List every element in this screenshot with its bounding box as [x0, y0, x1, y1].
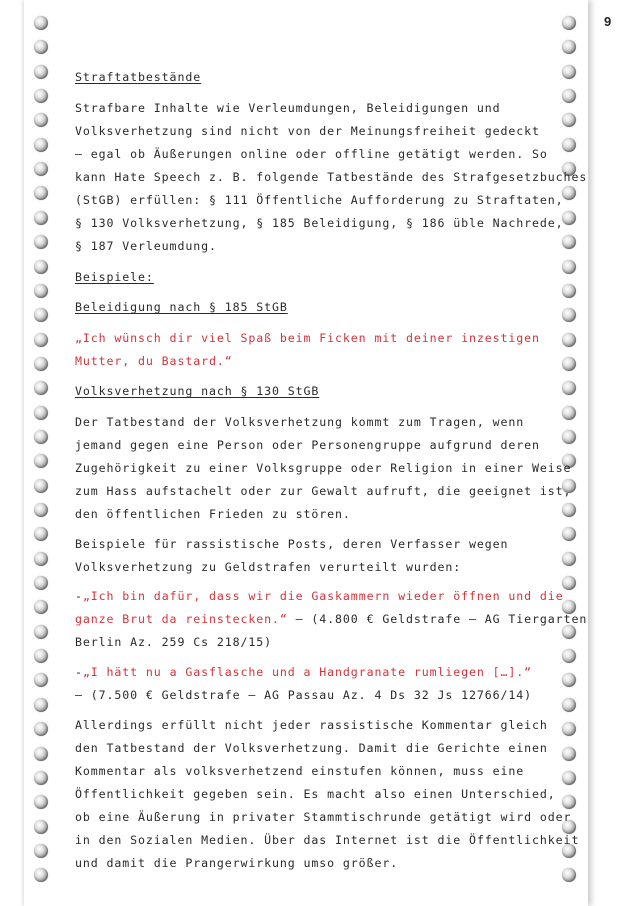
binding-hole	[34, 406, 48, 420]
conclusion-line: in den Sozialen Medien. Über das Internet ist die Öffentlichkeit	[75, 833, 580, 847]
page-number: 9	[604, 14, 612, 29]
definition-line: jemand gegen eine Person oder Personengruppe aufgrund deren	[75, 438, 540, 452]
binding-hole	[562, 552, 576, 566]
conclusion-line: den Tatbestand der Volksverhetzung. Damit die Gerichte einen	[75, 741, 548, 755]
binding-hole	[562, 113, 576, 127]
binding-hole	[34, 260, 48, 274]
binding-hole	[562, 430, 576, 444]
examples-heading: Beispiele:	[75, 270, 154, 284]
binding-hole	[34, 552, 48, 566]
binding-hole	[562, 747, 576, 761]
example-1-quote: „Ich bin dafür, dass wir die Gaskammern wieder öffnen und die	[82, 589, 564, 603]
binding-hole	[34, 820, 48, 834]
binding-hole	[34, 16, 48, 30]
example-1-quote-end: ganze Brut da reinstecken.“	[75, 612, 288, 626]
left-binding-holes	[34, 0, 50, 906]
binding-hole	[34, 673, 48, 687]
binding-hole	[562, 357, 576, 371]
example-1-reference-end: Berlin Az. 259 Cs 218/15)	[75, 635, 273, 649]
binding-hole	[34, 625, 48, 639]
binding-hole	[562, 211, 576, 225]
conclusion-line: ob eine Äußerung in privater Stammtischrunde getätigt wird oder	[75, 810, 572, 824]
binding-hole	[34, 333, 48, 347]
binding-hole	[562, 576, 576, 590]
binding-hole	[562, 722, 576, 736]
binding-hole	[34, 771, 48, 785]
binding-hole	[34, 722, 48, 736]
example-1-dash: -	[75, 589, 83, 603]
binding-hole	[34, 235, 48, 249]
binding-hole	[34, 308, 48, 322]
binding-hole	[562, 698, 576, 712]
intro-line: – egal ob Äußerungen online oder offline getätigt werden. So	[75, 147, 548, 161]
example-2-reference: – (7.500 € Geldstrafe – AG Passau Az. 4 Ds 32 Js 12766/14)	[75, 688, 533, 702]
example-2-dash: -	[75, 665, 83, 679]
binding-hole	[34, 479, 48, 493]
examples-intro-line: Beispiele für rassistische Posts, deren Verfasser wegen	[75, 537, 509, 551]
binding-hole	[562, 381, 576, 395]
binding-hole	[562, 186, 576, 200]
binding-hole	[562, 260, 576, 274]
binding-hole	[34, 600, 48, 614]
binding-hole	[34, 527, 48, 541]
intro-line: (StGB) erfüllen: § 111 Öffentliche Aufforderung zu Straftaten,	[75, 193, 564, 207]
example-1-line-1	[75, 589, 564, 603]
binding-hole	[562, 868, 576, 882]
binding-hole	[562, 235, 576, 249]
binding-hole	[34, 381, 48, 395]
binding-hole	[34, 454, 48, 468]
binding-hole	[34, 162, 48, 176]
binding-hole	[562, 649, 576, 663]
binding-hole	[562, 40, 576, 54]
binding-hole	[34, 430, 48, 444]
binding-hole	[562, 795, 576, 809]
conclusion-line: Öffentlichkeit gegeben sein. Es macht also einen Unterschied,	[75, 787, 556, 801]
binding-hole	[562, 503, 576, 517]
conclusion-line: Kommentar als volksverhetzend einstufen können, muss eine	[75, 764, 525, 778]
binding-hole	[562, 673, 576, 687]
intro-line: kann Hate Speech z. B. folgende Tatbestände des Strafgesetzbuches	[75, 170, 588, 184]
example-2-quote: „I hätt nu a Gasflasche und a Handgranate rumliegen […].“	[82, 665, 533, 679]
example-1-reference: – (4.800 € Geldstrafe – AG Tiergarten	[287, 612, 588, 626]
binding-hole	[34, 649, 48, 663]
intro-line: Volksverhetzung sind nicht von der Meinungsfreiheit gedeckt	[75, 124, 540, 138]
binding-hole	[562, 527, 576, 541]
intro-line: § 187 Verleumdung.	[75, 239, 217, 253]
binding-hole	[34, 284, 48, 298]
intro-line: Strafbare Inhalte wie Verleumdungen, Beleidigungen und	[75, 101, 501, 115]
binding-hole	[34, 138, 48, 152]
definition-line: Zugehörigkeit zu einer Volksgruppe oder Religion in einer Weise	[75, 461, 572, 475]
example-1-line-2	[75, 612, 587, 626]
definition-line: Der Tatbestand der Volksverhetzung kommt zum Tragen, wenn	[75, 415, 525, 429]
intro-line: § 130 Volksverhetzung, § 185 Beleidigung, § 186 üble Nachrede,	[75, 216, 564, 230]
binding-hole	[34, 868, 48, 882]
binding-hole	[34, 795, 48, 809]
binding-hole	[562, 625, 576, 639]
binding-hole	[562, 771, 576, 785]
definition-line: den öffentlichen Frieden zu stören.	[75, 507, 351, 521]
example-2-line-1	[75, 665, 532, 679]
binding-hole	[34, 698, 48, 712]
right-binding-holes	[562, 0, 578, 906]
binding-hole	[562, 333, 576, 347]
binding-hole	[34, 503, 48, 517]
binding-hole	[562, 284, 576, 298]
incitement-heading: Volksverhetzung nach § 130 StGB	[75, 384, 320, 398]
binding-hole	[562, 16, 576, 30]
binding-hole	[562, 406, 576, 420]
binding-hole	[34, 113, 48, 127]
binding-hole	[562, 138, 576, 152]
binding-hole	[34, 357, 48, 371]
section-heading: Straftatbestände	[75, 70, 202, 84]
binding-hole	[562, 65, 576, 79]
binding-hole	[34, 89, 48, 103]
conclusion-line: Allerdings erfüllt nicht jeder rassistische Kommentar gleich	[75, 718, 548, 732]
binding-hole	[34, 65, 48, 79]
examples-intro-line: Volksverhetzung zu Geldstrafen verurteilt wurden:	[75, 560, 462, 574]
binding-hole	[34, 747, 48, 761]
insult-quote-line: Mutter, du Bastard.“	[75, 354, 233, 368]
binding-hole	[34, 576, 48, 590]
binding-hole	[34, 211, 48, 225]
binding-hole	[34, 40, 48, 54]
binding-hole	[562, 308, 576, 322]
binding-hole	[34, 844, 48, 858]
conclusion-line: und damit die Prangerwirkung umso größer.	[75, 856, 399, 870]
binding-hole	[34, 186, 48, 200]
definition-line: zum Hass aufstachelt oder zur Gewalt aufruft, die geeignet ist,	[75, 484, 572, 498]
binding-hole	[562, 89, 576, 103]
insult-quote-line: „Ich wünsch dir viel Spaß beim Ficken mit deiner inzestigen	[75, 331, 540, 345]
insult-heading: Beleidigung nach § 185 StGB	[75, 300, 288, 314]
